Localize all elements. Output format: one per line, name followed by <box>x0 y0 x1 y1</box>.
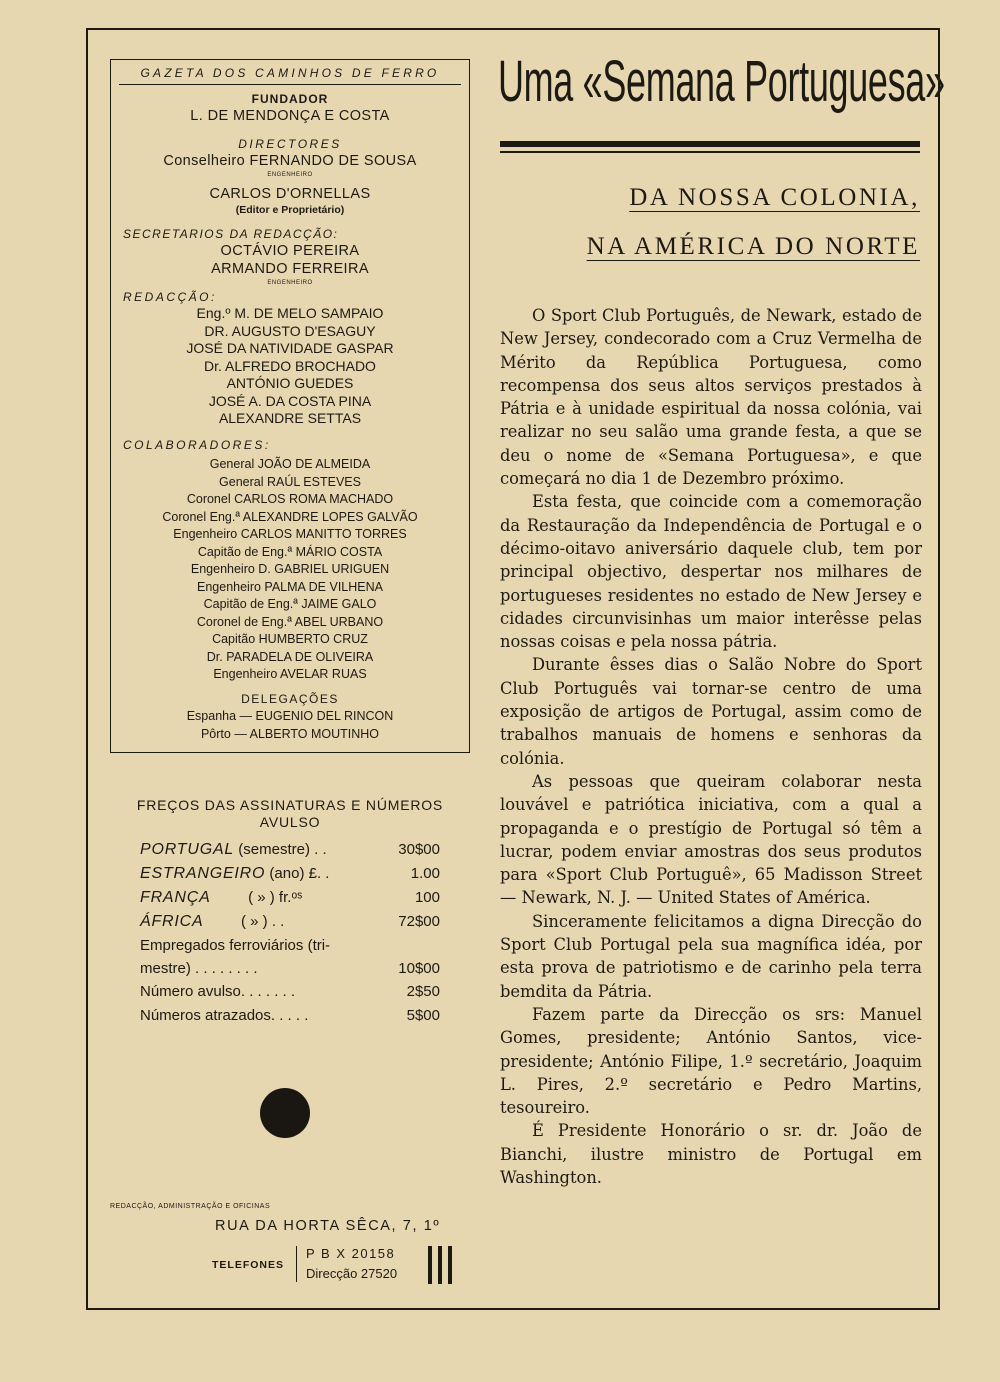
price-value: 72$00 <box>398 913 440 930</box>
director-2-note: (Editor e Proprietário) <box>235 204 345 216</box>
director-1: Conselheiro FERNANDO DE SOUSA <box>163 153 417 169</box>
price-detail: (ano) £. . <box>265 865 330 882</box>
price-value: 2$50 <box>406 983 440 1000</box>
colaborador-item: General RAÚL ESTEVES <box>219 474 361 489</box>
article-subtitle-1: DA NOSSA COLONIA, <box>629 184 920 211</box>
directores-label: DIRECTORES <box>238 137 342 151</box>
black-dot-ornament <box>260 1088 310 1138</box>
fundador-name: L. DE MENDONÇA E COSTA <box>190 108 390 124</box>
price-detail: ( » ) fr.ᵒˢ <box>210 889 303 906</box>
masthead-box <box>110 59 470 753</box>
redaccao-label: REDACÇÃO: <box>123 290 217 304</box>
colaborador-item: General JOÃO DE ALMEIDA <box>209 457 371 471</box>
price-value: 100 <box>414 889 440 906</box>
colaborador-item: Coronel de Eng.ª ABEL URBANO <box>196 614 384 629</box>
colaboradores-list <box>111 456 469 684</box>
redaccao-item: DR. AUGUSTO D'ESAGUY <box>204 322 376 339</box>
redaccao-item: ANTÓNIO GUEDES <box>226 375 354 391</box>
article-paragraph: Esta festa, que coincide com a comemoração da Restauração da Independência de Portugal e o décimo-oitavo aniversário daquele club, tem por principal objectivo, despertar nos milhares de portugueses residentes no estado de New Jersey e cidades circunvisinhas um maior interêsse pelas nossas coisas e pela nossa pátria. <box>500 492 922 652</box>
director-1-note: ENGENHEIRO <box>267 172 313 178</box>
masthead-rule <box>119 84 461 85</box>
colaborador-item: Dr. PARADELA DE OLIVEIRA <box>206 649 374 664</box>
article-paragraph: Durante êsses dias o Salão Nobre do Sport Club Português vai tornar-se centro de uma exposição de artigos de Portugal, assim como de trabalhos manuais de homens e senhoras da colónia. <box>500 655 922 768</box>
price-place: ÁFRICA <box>140 913 204 930</box>
triple-bar-ornament <box>426 1246 456 1284</box>
colaborador-item: Coronel Eng.ª ALEXANDRE LOPES GALVÃO <box>162 509 418 524</box>
colaborador-item: Capitão de Eng.ª JAIME GALO <box>203 597 377 611</box>
article-paragraph: As pessoas que queiram colaborar nesta louvável e patriótica iniciativa, com a qual a propaganda e o prestígio de Portugal só têm a lucrar, podem enviar amostras dos seus produtos para «Sport Club Portuguê», 65 Madisson Street — Newark, N. J. — United States of América. <box>500 771 922 908</box>
title-rule <box>500 151 920 153</box>
price-place: FRANÇA <box>140 889 211 906</box>
colaborador-item: Capitão HUMBERTO CRUZ <box>212 632 368 646</box>
footer-label: REDACÇÃO, ADMINISTRAÇÃO E OFICINAS <box>110 1203 271 1210</box>
price-table <box>140 838 440 1028</box>
phone-pbx: P B X 20158 <box>306 1246 396 1261</box>
publication-name: GAZETA DOS CAMINHOS DE FERRO <box>140 66 440 80</box>
atrasados-label: Números atrazados. . . . . <box>140 1007 309 1024</box>
secretarios-label: SECRETARIOS DA REDACÇÃO: <box>123 227 339 241</box>
redaccao-item: ALEXANDRE SETTAS <box>218 410 362 426</box>
empregados-line-2: mestre) . . . . . . . . <box>140 960 258 977</box>
price-row <box>140 980 440 1004</box>
secretario-2: ARMANDO FERREIRA <box>211 261 369 277</box>
article-title <box>498 48 945 132</box>
colaborador-item: Engenheiro PALMA DE VILHENA <box>197 579 383 594</box>
redaccao-list <box>111 305 469 428</box>
article-subtitle-2: NA AMÉRICA DO NORTE <box>586 233 920 260</box>
prices-title-line-1: FREÇOS DAS ASSINATURAS E NÚMEROS <box>136 797 444 813</box>
empregados-line-1: Empregados ferroviários (tri- <box>140 937 331 954</box>
colaborador-item: Engenheiro D. GABRIEL URIGUEN <box>190 562 390 576</box>
redaccao-item: JOSÉ DA NATIVIDADE GASPAR <box>186 340 394 356</box>
colaboradores-label: COLABORADORES: <box>123 438 271 452</box>
article-body <box>500 304 922 1189</box>
avulso-label: Número avulso. . . . . . . <box>140 983 296 1000</box>
colaborador-item: Engenheiro AVELAR RUAS <box>213 667 367 681</box>
title-rule <box>500 141 920 147</box>
price-detail: (semestre) . . <box>234 841 327 858</box>
price-value: 30$00 <box>398 841 440 858</box>
phone-direccao: Direcção 27520 <box>306 1266 398 1281</box>
delegacao-item: Espanha — EUGENIO DEL RINCON <box>186 709 394 723</box>
price-row <box>140 934 440 957</box>
price-row <box>140 1004 440 1028</box>
bar <box>448 1246 452 1284</box>
delegacoes-label: DELEGAÇÕES <box>241 692 339 706</box>
delegacao-item: Pôrto — ALBERTO MOUTINHO <box>200 726 380 741</box>
redaccao-item: Eng.º M. DE MELO SAMPAIO <box>196 305 384 321</box>
redaccao-item: JOSÉ A. DA COSTA PINA <box>208 392 372 409</box>
colaborador-item: Coronel CARLOS ROMA MACHADO <box>186 492 394 506</box>
brace-icon <box>296 1246 301 1282</box>
article-paragraph: É Presidente Honorário o sr. dr. João de Bianchi, ilustre ministro de Portugal em Washington. <box>500 1121 922 1187</box>
article-paragraph: O Sport Club Português, de Newark, estado de New Jersey, condecorado com a Cruz Vermelha de Mérito da República Portuguesa, como recompensa dos seus altos serviços prestados à Pátria e à unidade espiritual da nossa colónia, vai realizar no seu salão uma grande festa, a que se deu o nome de «Semana Portuguesa», e que começará no dia 1 de Dezembro próximo. <box>500 306 922 489</box>
bar <box>438 1246 442 1284</box>
footer-address: RUA DA HORTA SÊCA, 7, 1º <box>215 1218 441 1234</box>
price-value: 5$00 <box>406 1007 440 1024</box>
price-row <box>140 838 440 862</box>
price-place: ESTRANGEIRO <box>140 865 266 882</box>
telefones-label: TELEFONES <box>212 1259 285 1271</box>
prices-title-line-2: AVULSO <box>259 814 321 830</box>
delegacoes-list <box>111 708 469 743</box>
colaborador-item: Capitão de Eng.ª MÁRIO COSTA <box>197 544 383 559</box>
bar <box>428 1246 432 1284</box>
article-paragraph: Sinceramente felicitamos a digna Direcção do Sport Club Portugal pela sua magnífica idéa, por esta prova de patriotismo e de carinho pela terra bemdita da Pátria. <box>500 911 922 1001</box>
article-paragraph: Fazem parte da Direcção os srs: Manuel Gomes, presidente; António Santos, vice-presidente; António Filipe, 1.º secretário, Joaquim L. Pires, 2.º secretário e Pedro Martins, tesoureiro. <box>500 1004 922 1118</box>
price-value: 1.00 <box>410 865 440 882</box>
prices-title <box>110 797 470 831</box>
price-row <box>140 957 440 980</box>
fundador-label: FUNDADOR <box>251 92 329 106</box>
price-row <box>140 910 440 934</box>
colaborador-item: Engenheiro CARLOS MANITTO TORRES <box>173 527 407 541</box>
secretario-1: OCTÁVIO PEREIRA <box>220 243 360 259</box>
redaccao-item: Dr. ALFREDO BROCHADO <box>204 357 376 374</box>
price-detail: ( » ) . . <box>203 913 285 930</box>
price-row <box>140 862 440 886</box>
article-title-text: Uma «Semana Portuguesa» <box>498 49 945 114</box>
secretario-2-note: ENGENHEIRO <box>267 280 313 286</box>
price-place: PORTUGAL <box>140 841 235 858</box>
director-2: CARLOS D'ORNELLAS <box>209 186 371 202</box>
price-row <box>140 886 440 910</box>
price-value: 10$00 <box>398 960 440 977</box>
